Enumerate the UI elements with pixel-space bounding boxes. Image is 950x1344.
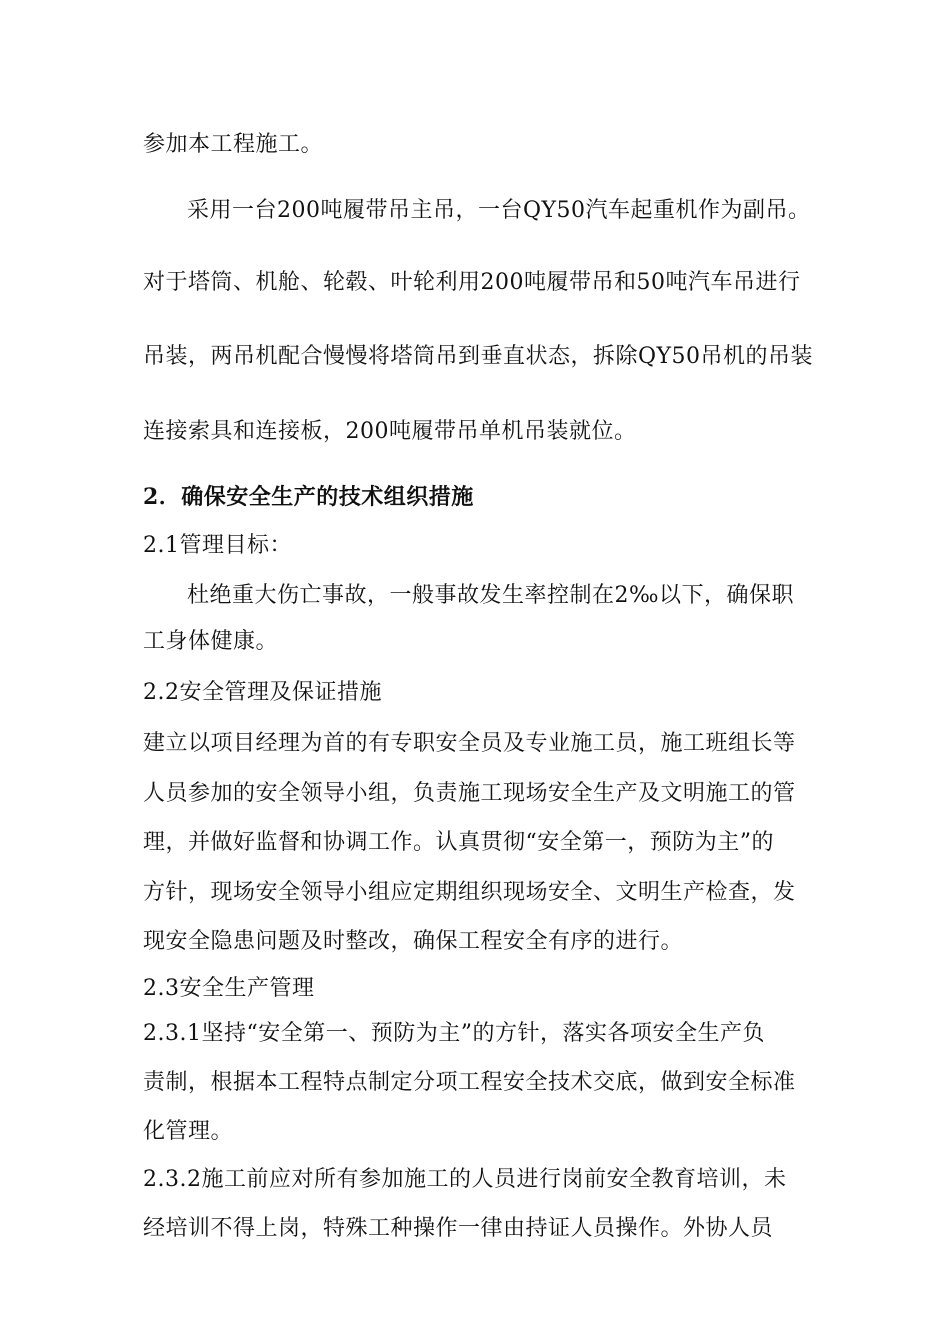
paragraph-line: 理，并做好监督和协调工作。认真贯彻“安全第一，预防为主”的 — [143, 830, 774, 855]
paragraph-line: 参加本工程施工。 — [143, 132, 324, 157]
paragraph-line: 化管理。 — [143, 1119, 234, 1144]
subsection-heading: 2.3安全生产管理 — [143, 976, 315, 1001]
paragraph-line: 2.3.1坚持“安全第一、预防为主”的方针，落实各项安全生产负 — [143, 1021, 765, 1046]
section-heading: 2．确保安全生产的技术组织措施 — [143, 484, 474, 510]
paragraph-line: 2.3.2施工前应对所有参加施工的人员进行岗前安全教育培训，未 — [143, 1167, 787, 1192]
subsection-heading: 2.1管理目标： — [143, 533, 292, 558]
paragraph-line: 吊装，两吊机配合慢慢将塔筒吊到垂直状态，拆除QY50吊机的吊装 — [143, 344, 814, 369]
paragraph-line: 人员参加的安全领导小组，负责施工现场安全生产及文明施工的管 — [143, 781, 796, 806]
paragraph-line: 方针，现场安全领导小组应定期组织现场安全、文明生产检查，发 — [143, 880, 796, 905]
paragraph-line: 工身体健康。 — [143, 629, 279, 654]
paragraph-line: 杜绝重大伤亡事故，一般事故发生率控制在2‰以下，确保职 — [187, 583, 795, 608]
subsection-heading: 2.2安全管理及保证措施 — [143, 680, 382, 705]
paragraph-line: 建立以项目经理为首的有专职安全员及专业施工员，施工班组长等 — [143, 731, 796, 756]
paragraph-line: 经培训不得上岗，特殊工种操作一律由持证人员操作。外协人员 — [143, 1216, 774, 1241]
paragraph-line: 连接索具和连接板，200吨履带吊单机吊装就位。 — [143, 419, 637, 444]
paragraph-line: 对于塔筒、机舱、轮毂、叶轮利用200吨履带吊和50吨汽车吊进行 — [143, 270, 801, 295]
paragraph-line: 现安全隐患问题及时整改，确保工程安全有序的进行。 — [143, 929, 684, 954]
paragraph-line: 责制，根据本工程特点制定分项工程安全技术交底，做到安全标准 — [143, 1070, 796, 1095]
paragraph-line: 采用一台200吨履带吊主吊，一台QY50汽车起重机作为副吊。 — [187, 198, 811, 223]
